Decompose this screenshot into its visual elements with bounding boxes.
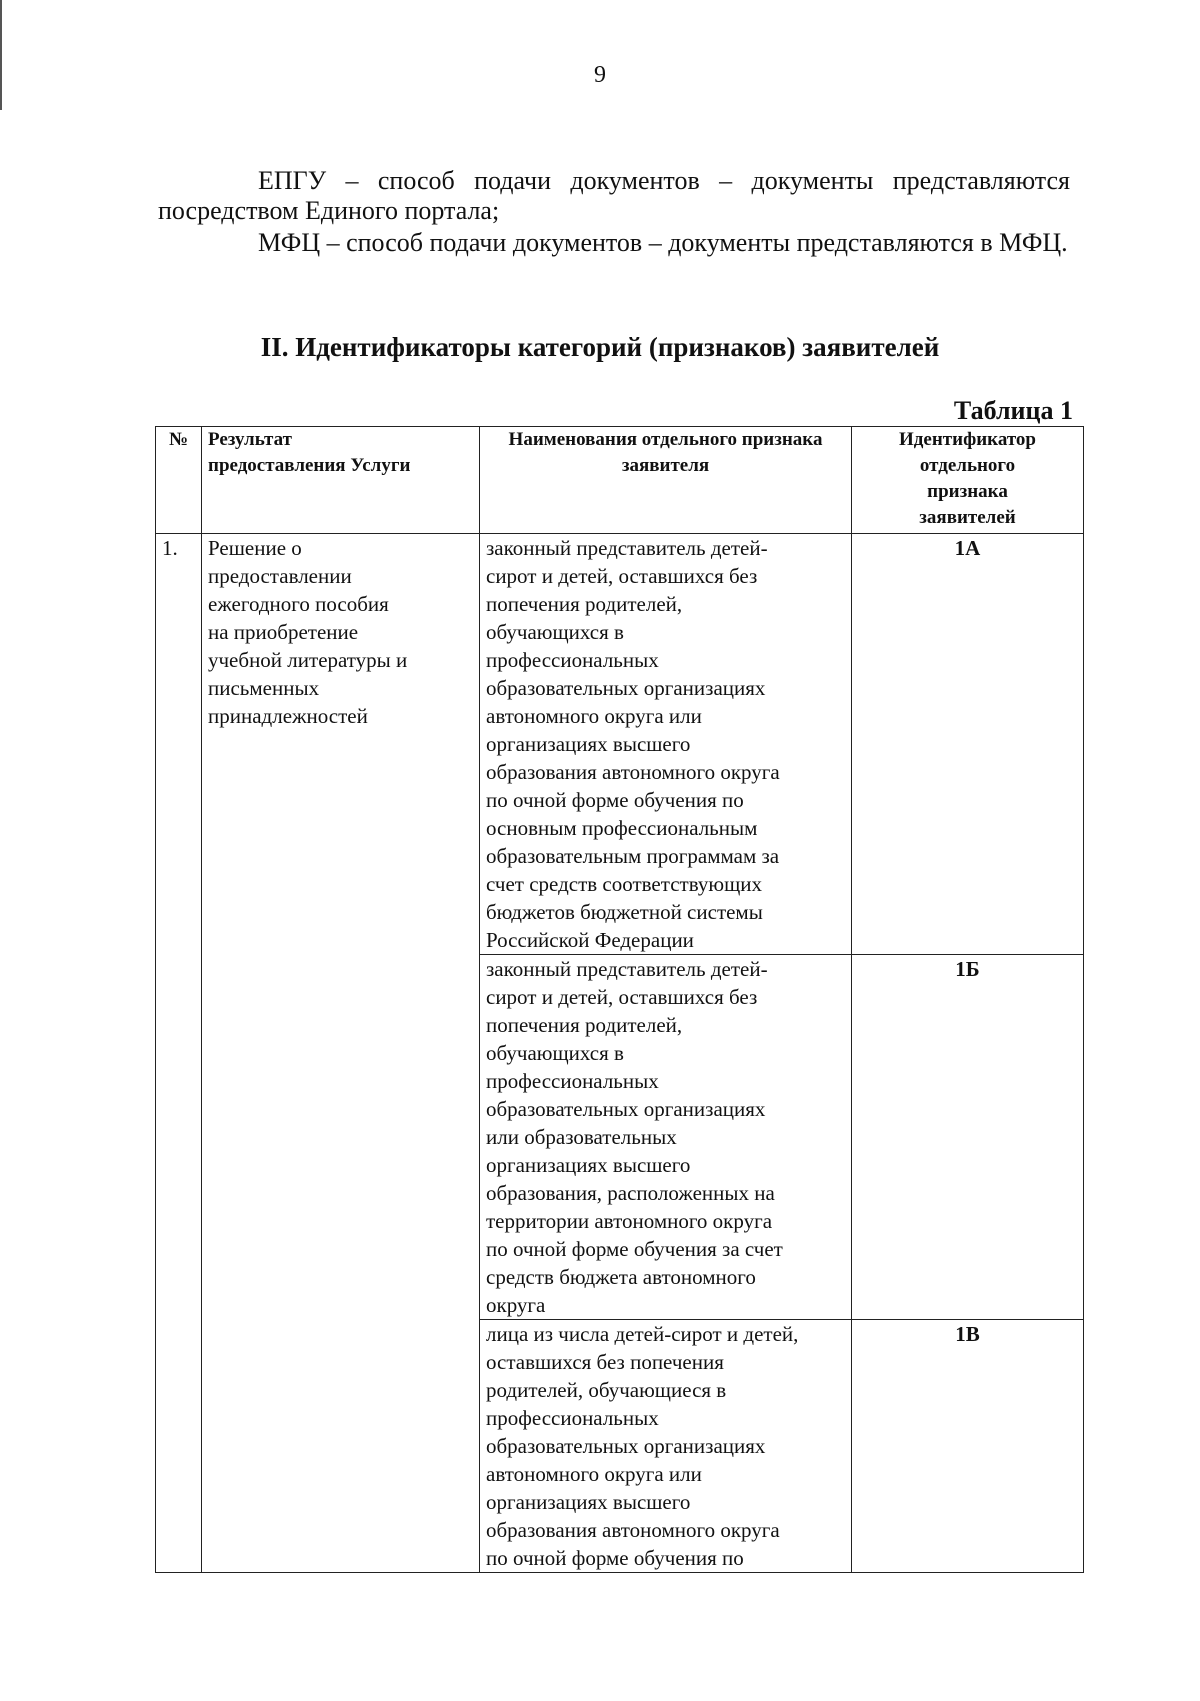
- paragraph-epgu: ЕПГУ – способ подачи документов – документы представляются посредством Единого портала;: [158, 166, 1070, 225]
- header-attribute-name: Наименования отдельного признака заявителя: [480, 427, 852, 534]
- header-number: №: [156, 427, 202, 534]
- attribute-name-1b: законный представитель детей- сирот и детей, оставшихся без попечения родителей, обучающихся в профессиональных образовательных организациях или образовательных организациях высшего образования, расположенных на территории автономного округа по очной форме обучения за счет средств бюджета автономного округа: [480, 955, 852, 1320]
- scan-edge-mark: [0, 0, 2, 110]
- header-result: Результат предоставления Услуги: [202, 427, 480, 534]
- table-row: [156, 534, 1084, 955]
- section-title: II. Идентификаторы категорий (признаков) заявителей: [260, 332, 940, 362]
- applicant-categories-table: [155, 426, 1084, 1573]
- row-number: 1.: [156, 534, 202, 1573]
- identifier-1a: 1А: [852, 534, 1084, 955]
- attribute-name-1v: лица из числа детей-сирот и детей, оставшихся без попечения родителей, обучающиеся в профессиональных образовательных организациях автономного округа или организациях высшего образования автономного округа по очной форме обучения по: [480, 1320, 852, 1573]
- header-identifier: Идентификатор отдельного признака заявителей: [852, 427, 1084, 534]
- table-caption: Таблица 1: [953, 396, 1073, 425]
- page-number: 9: [594, 62, 606, 88]
- service-result: Решение о предоставлении ежегодного пособия на приобретение учебной литературы и письменных принадлежностей: [202, 534, 480, 1573]
- table-header-row: [156, 427, 1084, 534]
- attribute-name-1a: законный представитель детей- сирот и детей, оставшихся без попечения родителей, обучающихся в профессиональных образовательных организациях автономного округа или организациях высшего образования автономного округа по очной форме обучения по основным профессиональным образовательным программам за счет средств соответствующих бюджетов бюджетной системы Российской Федерации: [480, 534, 852, 955]
- paragraph-mfc: МФЦ – способ подачи документов – документы представляются в МФЦ.: [258, 228, 1068, 257]
- identifier-1v: 1В: [852, 1320, 1084, 1573]
- identifier-1b: 1Б: [852, 955, 1084, 1320]
